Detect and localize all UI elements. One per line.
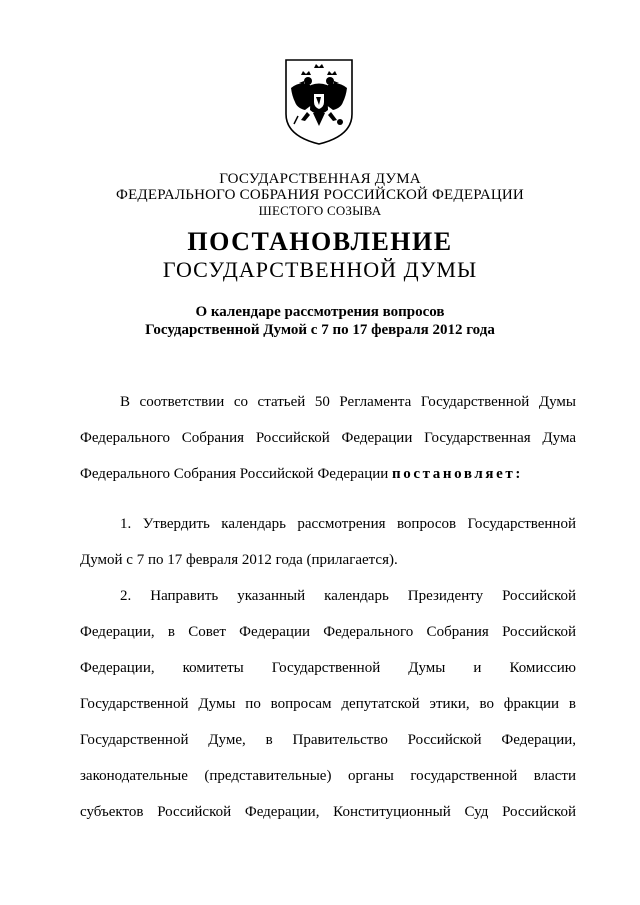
paragraph3-line3: Федерации, комитеты Государственной Думы и Комиссию [80, 660, 576, 676]
document-subtitle: ГОСУДАРСТВЕННОЙ ДУМЫ [162, 257, 478, 282]
paragraph3-line5: Государственной Думе, в Правительство Российской Федерации, [80, 732, 576, 748]
paragraph3-line1: 2. Направить указанный календарь Президенту Российской [120, 588, 576, 604]
paragraph2-line2: Думой с 7 по 17 февраля 2012 года (прилагается). [80, 552, 398, 568]
paragraph1-line3-text: Федерального Собрания Российской Федерации [80, 466, 389, 482]
document-title: ПОСТАНОВЛЕНИЕ [187, 227, 453, 256]
paragraph3-line7: субъектов Российской Федерации, Конституционный Суд Российской [80, 804, 576, 820]
org-name-line2: ФЕДЕРАЛЬНОГО СОБРАНИЯ РОССИЙСКОЙ ФЕДЕРАЦИИ [116, 187, 524, 203]
coat-of-arms-icon [283, 58, 355, 146]
paragraph1-line3 [80, 465, 576, 483]
paragraph3-line6: законодательные (представительные) органы государственной власти [80, 768, 576, 784]
decision-verb: постановляет: [392, 466, 523, 482]
paragraph3-line2: Федерации, в Совет Федерации Федерального Собрания Российской [80, 624, 576, 640]
subject-line2: Государственной Думой с 7 по 17 февраля 2012 года [145, 322, 495, 338]
convocation-line: ШЕСТОГО СОЗЫВА [258, 203, 382, 218]
subject-line1: О календаре рассмотрения вопросов [195, 304, 445, 320]
paragraph2-line1: 1. Утвердить календарь рассмотрения вопросов Государственной [120, 516, 576, 532]
org-name-line1: ГОСУДАРСТВЕННАЯ ДУМА [219, 171, 421, 187]
paragraph1-line1: В соответствии со статьей 50 Регламента Государственной Думы [120, 394, 576, 410]
paragraph1-line2: Федерального Собрания Российской Федерации Государственная Дума [80, 430, 576, 446]
paragraph3-line4: Государственной Думы по вопросам депутатской этики, во фракции в [80, 696, 576, 712]
